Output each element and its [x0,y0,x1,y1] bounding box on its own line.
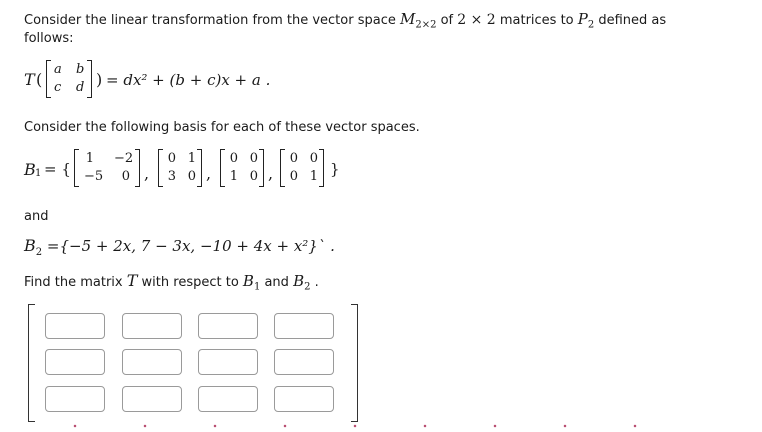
b1-sep: , [206,164,212,183]
intro-line-1 [24,11,666,34]
dims: 2 × 2 [457,12,496,28]
answer-cell-r3-c3[interactable] [198,386,258,412]
answer-left-bracket [28,304,35,422]
matrix-entry-a: a [54,62,62,77]
answer-cell-r2-c4[interactable] [274,349,334,375]
answer-right-bracket [351,304,358,422]
space-p: P [577,10,588,28]
find-t: T [126,271,138,290]
transform-t: T [24,70,35,89]
b1-m3-entry: 0 [249,151,258,166]
find-b2: B [293,272,305,290]
and-text: and [24,209,49,224]
b1-m4-entry: 0 [289,151,298,166]
answer-cell-r2-c2[interactable] [122,349,182,375]
find-text-b: with respect to [137,275,243,290]
answer-cell-r1-c4[interactable] [274,313,334,339]
transform-matrix [46,60,92,98]
intro-text-b: of [436,13,458,28]
space-p-sub: 2 [587,19,595,31]
b1-m1-entry: −5 [84,169,104,184]
matrix-entry-c: c [54,80,62,95]
matrix-entry-b: b [76,62,85,77]
b1-m3-entry: 1 [229,169,238,184]
b1-sep: , [268,164,274,183]
b1-m1-entry: 0 [121,169,130,184]
b1-m2-entry: 0 [167,151,176,166]
answer-cell-r1-c1[interactable] [45,313,105,339]
matrix-entry-d: d [76,80,85,95]
b1-m3-entry: 0 [229,151,238,166]
transform-close-paren: ) [96,70,103,89]
intro-line-2: follows: [24,31,74,46]
b1-m2-entry: 1 [187,151,196,166]
transform-definition [24,58,324,102]
find-b2-sub: 2 [304,281,311,293]
basis-b1 [24,146,364,196]
find-instruction [24,272,319,296]
intro-text-d: defined as [594,13,667,28]
answer-cell-r3-c2[interactable] [122,386,182,412]
b1-sub: 1 [35,168,42,179]
b1-matrix-4 [280,149,324,187]
find-b1: B [242,272,254,290]
b1-close: } [330,160,340,178]
answer-matrix [28,304,358,424]
answer-cell-r1-c3[interactable] [198,313,258,339]
b2-set: ={−5 + 2x, 7 − 3x, −10 + 4x + x²}` . [42,237,335,255]
basis-b2 [24,236,335,263]
b1-m1-entry: −2 [114,151,134,166]
b1-m4-entry: 0 [309,151,318,166]
answer-cell-r2-c1[interactable] [45,349,105,375]
answer-cell-r2-c3[interactable] [198,349,258,375]
answer-cell-r1-c2[interactable] [122,313,182,339]
space-m-sub: 2×2 [415,19,437,31]
b1-m2-entry: 3 [167,169,176,184]
space-m: M [399,10,416,28]
b1-m4-entry: 0 [289,169,298,184]
b1-sep: , [144,164,150,183]
bottom-dotted-divider [40,424,700,428]
b1-matrix-1 [74,149,140,187]
b1-m3-entry: 0 [249,169,258,184]
answer-cell-r3-c4[interactable] [274,386,334,412]
b1-m2-entry: 0 [187,169,196,184]
answer-cell-r3-c1[interactable] [45,386,105,412]
transform-open-paren: ( [36,70,43,89]
find-text-d: . [310,275,319,290]
find-text-c: and [260,275,294,290]
b1-matrix-2 [158,149,202,187]
basis-intro: Consider the following basis for each of these vector spaces. [24,120,420,135]
b1-matrix-3 [220,149,264,187]
find-b1-sub: 1 [253,281,261,293]
intro-text-c: matrices to [495,13,578,28]
b2-sub: 2 [35,247,43,258]
b2-label: B [24,236,36,255]
b1-m4-entry: 1 [309,169,318,184]
b1-label: B [24,160,36,179]
b1-m1-entry: 1 [85,151,94,166]
find-text-a: Find the matrix [24,275,127,290]
intro-text-a: Consider the linear transformation from the vector space [24,13,400,28]
b1-open: = { [44,160,71,178]
transform-rhs: = dx² + (b + c)x + a . [106,71,271,89]
